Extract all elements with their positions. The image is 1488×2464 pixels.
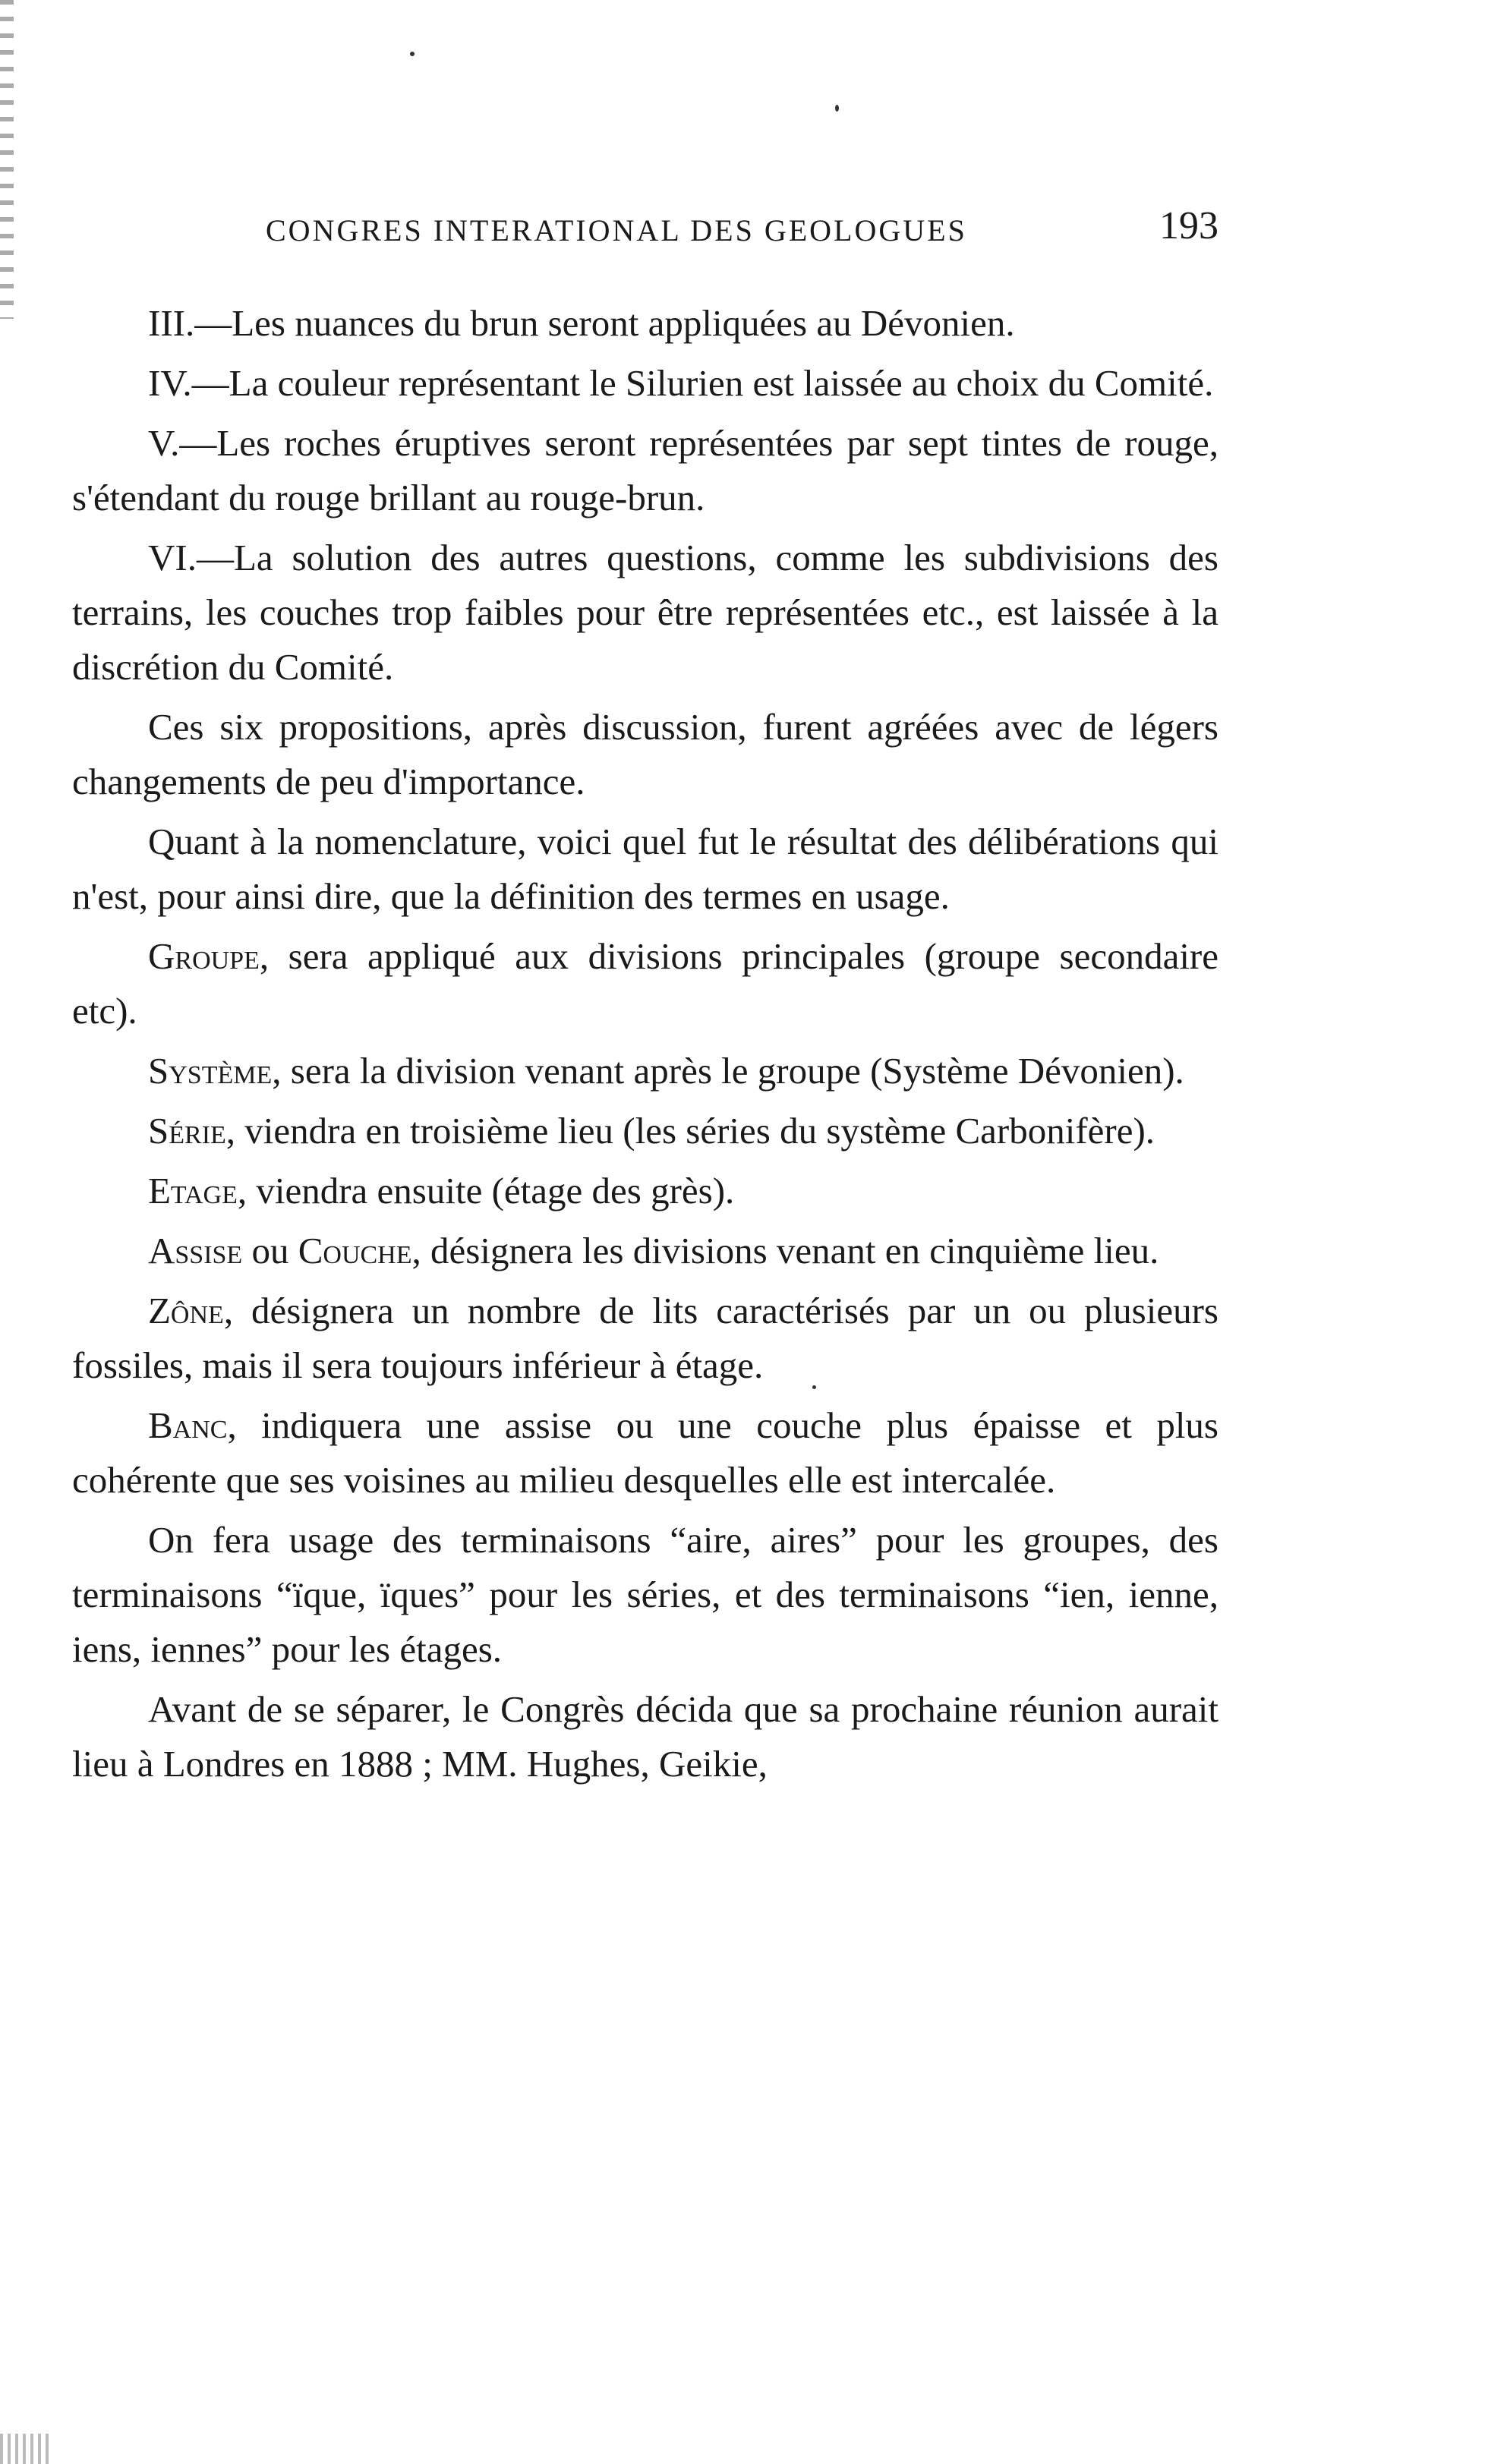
page-edge-bottom: [0, 2434, 53, 2464]
paragraph-text: Ces six propositions, après discussion, furent agréées avec de légers changements de peu d'importance.: [72, 706, 1218, 802]
ink-speck: [835, 105, 839, 112]
paragraph: [72, 1682, 1218, 1791]
paragraph-text: VI.—La solution des autres questions, comme les subdivisions des terrains, les couches trop faibles pour être représentées etc., est laissée à la discrétion du Comité.: [72, 537, 1218, 688]
page-header: [266, 203, 1218, 257]
ink-speck: [410, 52, 415, 56]
paragraph-text: IV.—La couleur représentant le Silurien est laissée au choix du Comité.: [148, 362, 1214, 404]
definition-paragraph: [72, 1284, 1218, 1393]
definition-paragraph: [72, 1164, 1218, 1218]
page-number: 193: [1159, 204, 1218, 247]
definition-text: , désignera les divisions venant en cinquième lieu.: [411, 1230, 1159, 1271]
paragraph: [72, 531, 1218, 695]
body-text: [72, 296, 1218, 1797]
paragraph: [72, 700, 1218, 809]
paragraph: [72, 416, 1218, 525]
paragraph-text: Avant de se séparer, le Congrès décida que sa prochaine réunion aurait lieu à Londres en 1888 ; MM. Hughes, Geikie,: [72, 1688, 1218, 1785]
running-head: CONGRES INTERATIONAL DES GEOLOGUES: [266, 213, 967, 247]
defined-term: Banc: [148, 1404, 228, 1446]
defined-term: Zône: [148, 1290, 224, 1331]
paragraph-text: V.—Les roches éruptives seront représentées par sept tintes de rouge, s'étendant du rouge brillant au rouge-brun.: [72, 422, 1218, 518]
defined-term: Couche: [298, 1230, 412, 1271]
definition-text: , viendra ensuite (étage des grès).: [237, 1170, 735, 1212]
paragraph: [72, 815, 1218, 924]
definition-text: , indiquera une assise ou une couche plus épaisse et plus cohérente que ses voisines au milieu desquelles elle est intercalée.: [72, 1404, 1218, 1501]
definition-text: , sera la division venant après le groupe (Système Dévonien).: [272, 1050, 1184, 1092]
definition-paragraph: [72, 1104, 1218, 1158]
definition-paragraph: [72, 929, 1218, 1038]
paragraph: [72, 356, 1218, 411]
defined-term: Série: [148, 1110, 226, 1152]
page-edge-left: [0, 0, 14, 319]
defined-term: Groupe: [148, 935, 260, 977]
definition-text: , viendra en troisième lieu (les séries du système Carbonifère).: [225, 1110, 1155, 1152]
definition-paragraph: [72, 1398, 1218, 1508]
definition-text: , désignera un nombre de lits caractérisés par un ou plusieurs fossiles, mais il sera toujours inférieur à étage.: [72, 1290, 1218, 1386]
defined-term: Assise: [148, 1230, 243, 1271]
paragraph-text: Quant à la nomenclature, voici quel fut le résultat des délibérations qui n'est, pour ainsi dire, que la définition des termes en usage.: [72, 821, 1218, 917]
paragraph-text: III.—Les nuances du brun seront appliquées au Dévonien.: [148, 302, 1015, 344]
definition-paragraph: [72, 1044, 1218, 1098]
connector-text: ou: [242, 1230, 298, 1271]
paragraph-text: On fera usage des terminaisons “aire, aires” pour les groupes, des terminaisons “ïque, ïques” pour les séries, et des terminaisons “ien, ienne, iens, iennes” pour les étages.: [72, 1519, 1218, 1670]
defined-term: Etage: [148, 1170, 238, 1212]
paragraph: [72, 1513, 1218, 1677]
definition-paragraph: [72, 1224, 1218, 1278]
definition-text: , sera appliqué aux divisions principales (groupe secondaire etc).: [72, 935, 1218, 1032]
paragraph: [72, 296, 1218, 351]
defined-term: Système: [148, 1050, 273, 1092]
